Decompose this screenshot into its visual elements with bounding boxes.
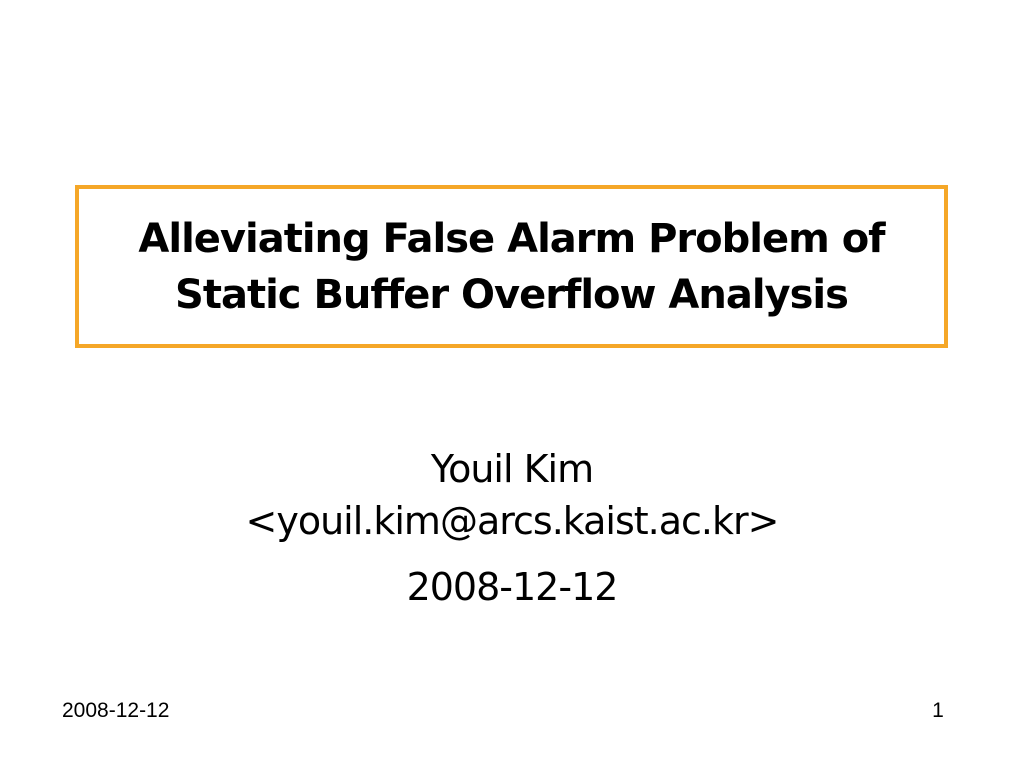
presentation-date: 2008-12-12 [406, 565, 618, 609]
author-name: Youil Kim [430, 447, 594, 491]
footer-date: 2008-12-12 [62, 699, 170, 722]
title-box [75, 185, 948, 348]
slide-title-line-2: Static Buffer Overflow Analysis [175, 271, 848, 318]
page-number: 1 [932, 699, 944, 722]
author-email: <youil.kim@arcs.kaist.ac.kr> [245, 499, 779, 543]
author-block [0, 443, 1024, 609]
slide-title-line-1: Alleviating False Alarm Problem of [138, 215, 885, 262]
